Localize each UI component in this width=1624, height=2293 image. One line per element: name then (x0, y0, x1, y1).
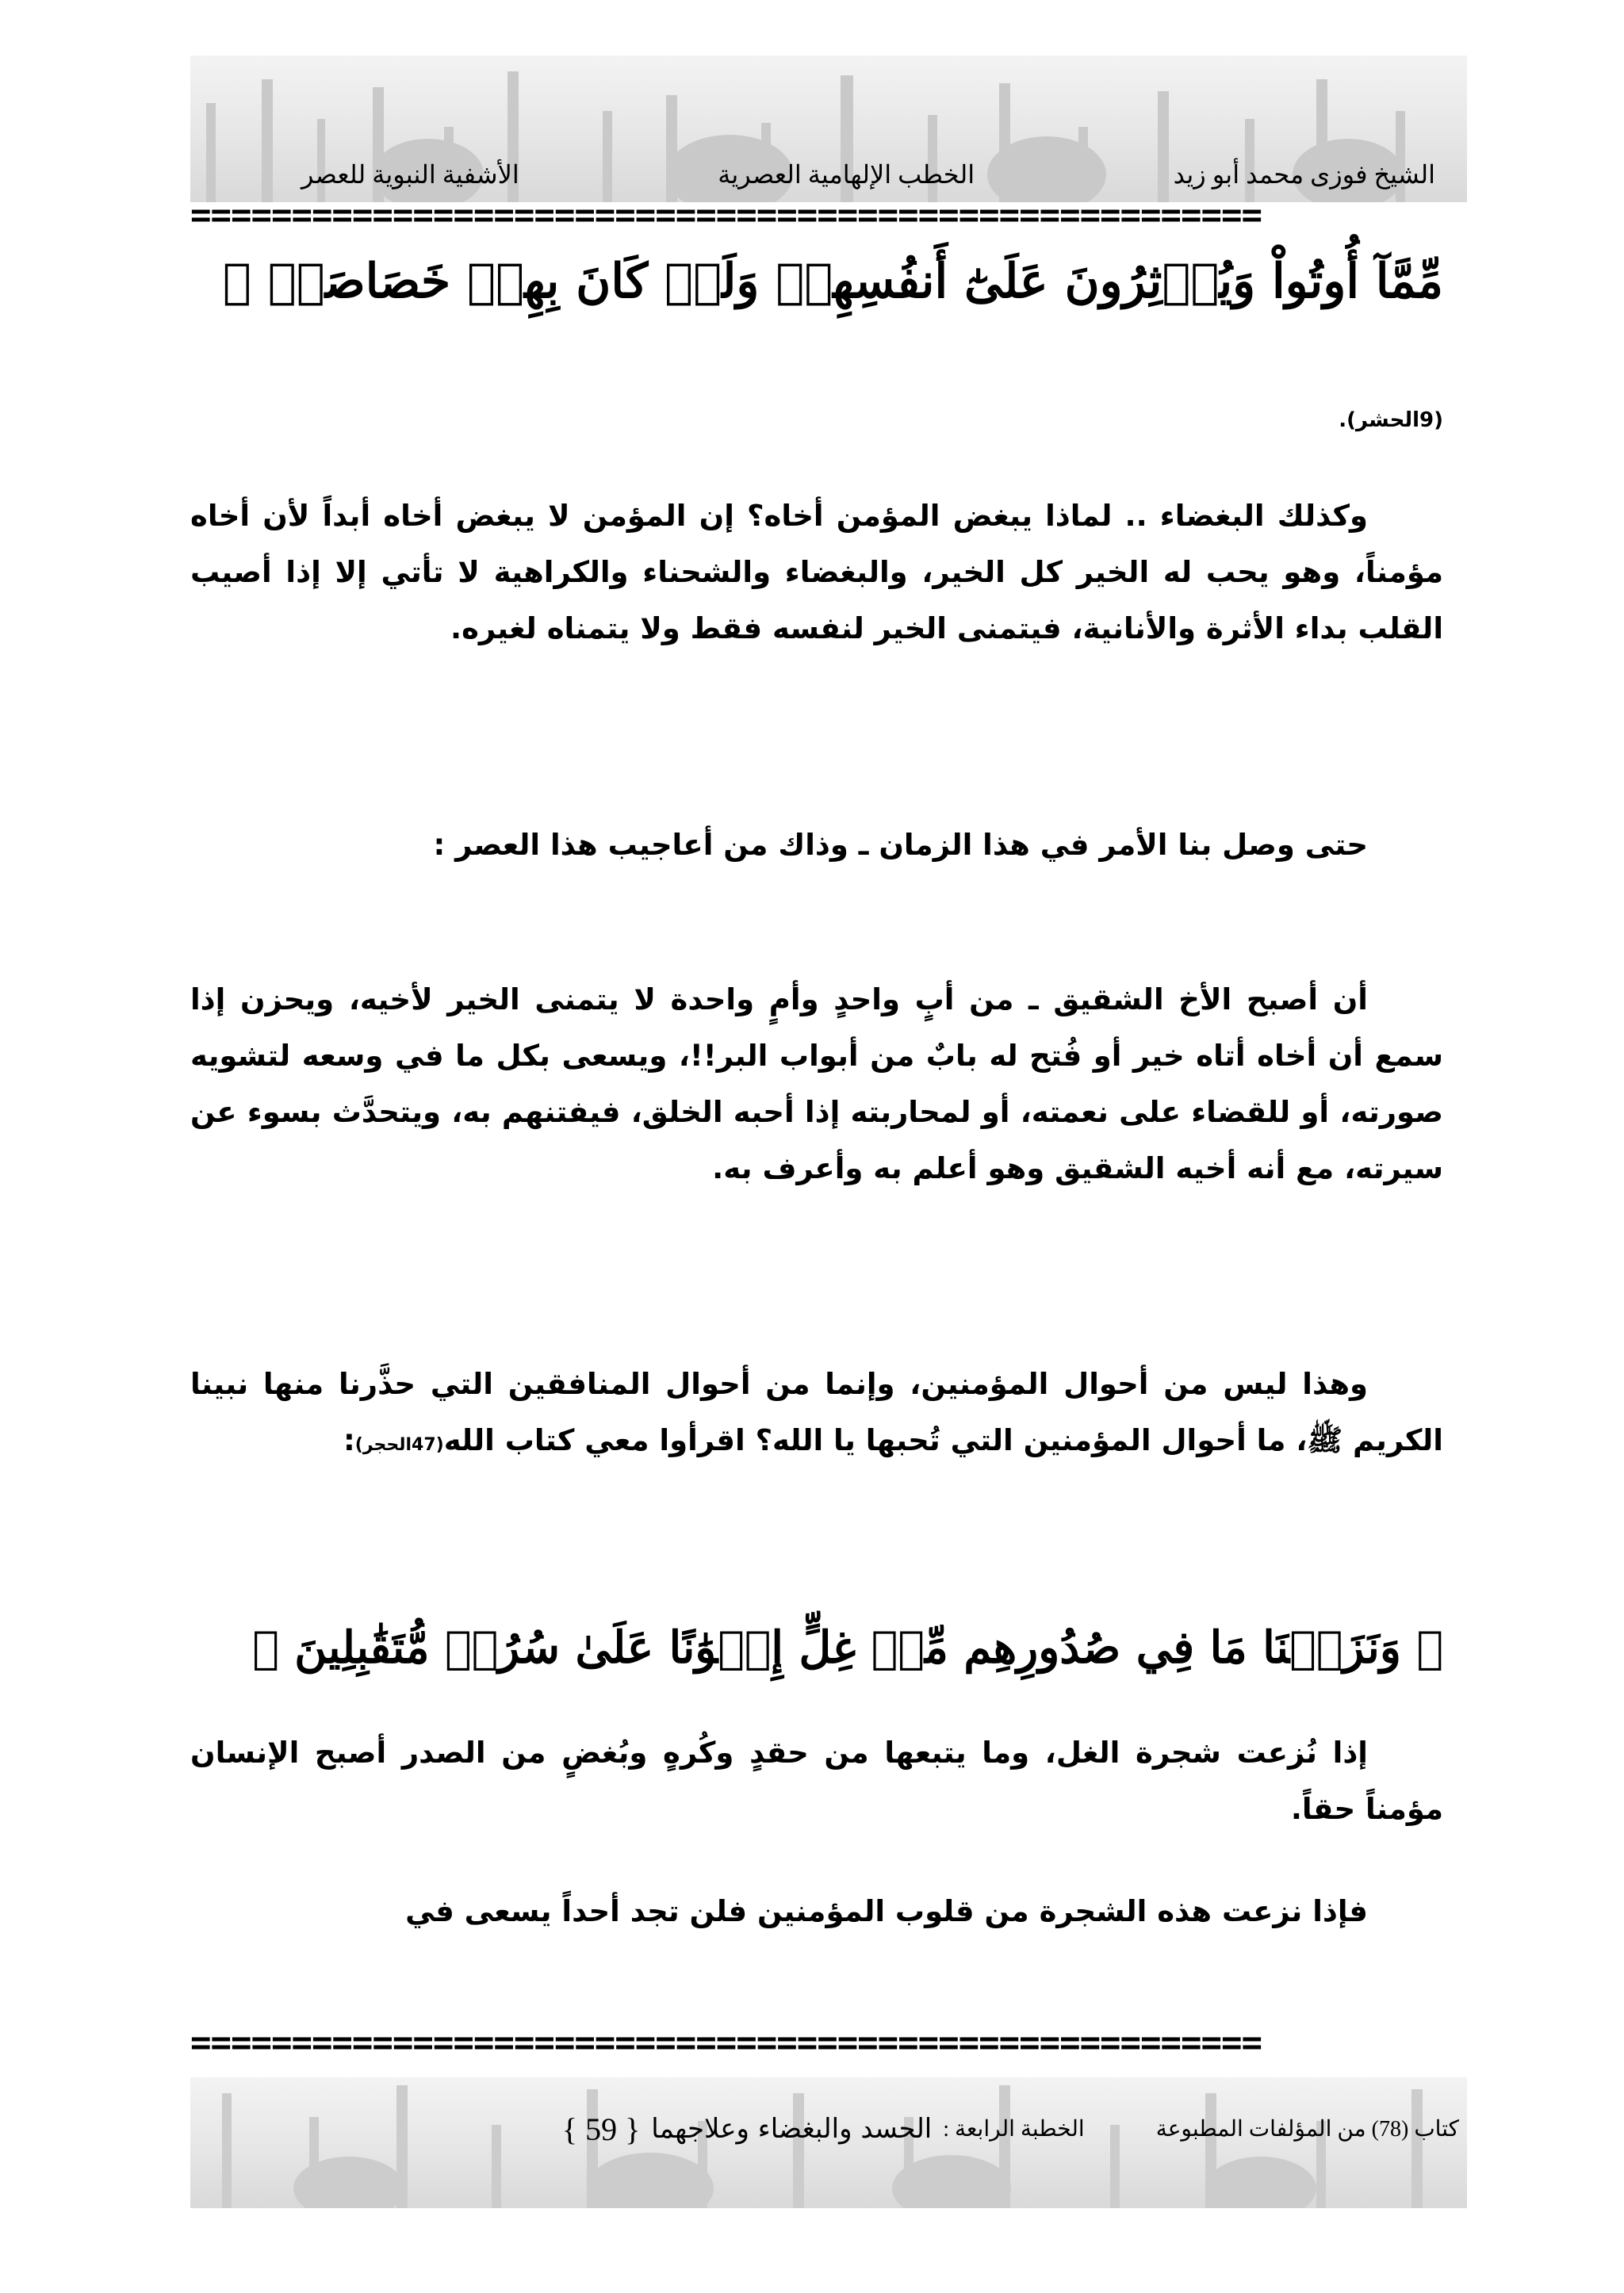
quran-verse-1: مِّمَّآ أُوتُواْ وَيُؤۡثِرُونَ عَلَىٰٓ أَنفُسِهِمۡ وَلَوۡ كَانَ بِهِمۡ خَصَاصَةٞ ﴾ (222, 254, 1443, 309)
paragraph-4 (190, 1356, 1443, 1473)
page-number: { 59 } (561, 2111, 641, 2147)
header-series: الخطب الإلهامية العصرية (718, 160, 975, 189)
running-footer (198, 2105, 1459, 2153)
paragraph-6: فإذا نزعت هذه الشجرة من قلوب المؤمنين فلن تجد أحداً يسعى في (405, 1894, 1368, 1928)
header-book: الأشفية النبوية للعصر (301, 160, 519, 189)
verse-reference-1: (9الحشر). (1339, 408, 1443, 432)
footer-sermon-title: الحسد والبغضاء وعلاجهما (651, 2113, 933, 2145)
footer-sermon-label: الخطبة الرابعة : (943, 2117, 1085, 2142)
paragraph-3: أن أصبح الأخ الشقيق ـ من أبٍ واحدٍ وأمٍ واحدة لا يتمنى الخير لأخيه، ويحزن إذا سمع أن أخاه أتاه خير أو فُتح له بابٌ من أبواب البر!!، ويسعى بكل ما في وسعه لتشويه صورته، أو للقضاء على نعمته، أو لمحاربته إذا أحبه الخلق، فيفتنهم به، ويتحدَّث بسوء عن سيرته، مع أنه أخيه الشقيق وهو أعلم به وأعرف به. (190, 982, 1443, 1185)
footer-book-ref: كتاب (78) من المؤلفات المطبوعة (1155, 2117, 1459, 2142)
header-author: الشيخ فوزى محمد أبو زيد (1173, 160, 1435, 189)
paragraph-5: إذا نُزعت شجرة الغل، وما يتبعها من حقدٍ وكُرهٍ وبُغضٍ من الصدر أصبح الإنسان مؤمناً حقاً. (190, 1736, 1443, 1826)
quran-verse-2: ﴿ وَنَزَعۡنَا مَا فِي صُدُورِهِم مِّنۡ غِلٍّ إِخۡوَٰنًا عَلَىٰ سُرُرٖ مُّتَقَٰبِلِينَ ﴾ (252, 1621, 1443, 1674)
paragraph-4-end: : (343, 1423, 355, 1457)
paragraph-2: حتى وصل بنا الأمر في هذا الزمان ـ وذاك من أعاجيب هذا العصر : (433, 828, 1368, 862)
running-header (301, 151, 1435, 198)
paragraph-4-text: وهذا ليس من أحوال المؤمنين، وإنما من أحوال المنافقين التي حذَّرنا منها نبينا الكريم ﷺ، ما أحوال المؤمنين التي تُحبها يا الله؟ اقرأوا معي كتاب الله (190, 1367, 1443, 1457)
footer-divider: ===================================================== (190, 2026, 1262, 2053)
paragraph-1: وكذلك البغضاء .. لماذا يبغض المؤمن أخاه؟ إن المؤمن لا يبغض أخاه أبداً لأن أخاه مؤمناً، وهو يحب له الخير كل الخير، والبغضاء والشحناء والكراهية لا تأتي إلا إذا أصيب القلب بداء الأثرة والأنانية، فيتمنى الخير لنفسه فقط ولا يتمناه لغيره. (190, 499, 1443, 645)
verse-reference-2: (47الحجر) (354, 1435, 444, 1455)
header-divider: ===================================================== (190, 198, 1262, 222)
